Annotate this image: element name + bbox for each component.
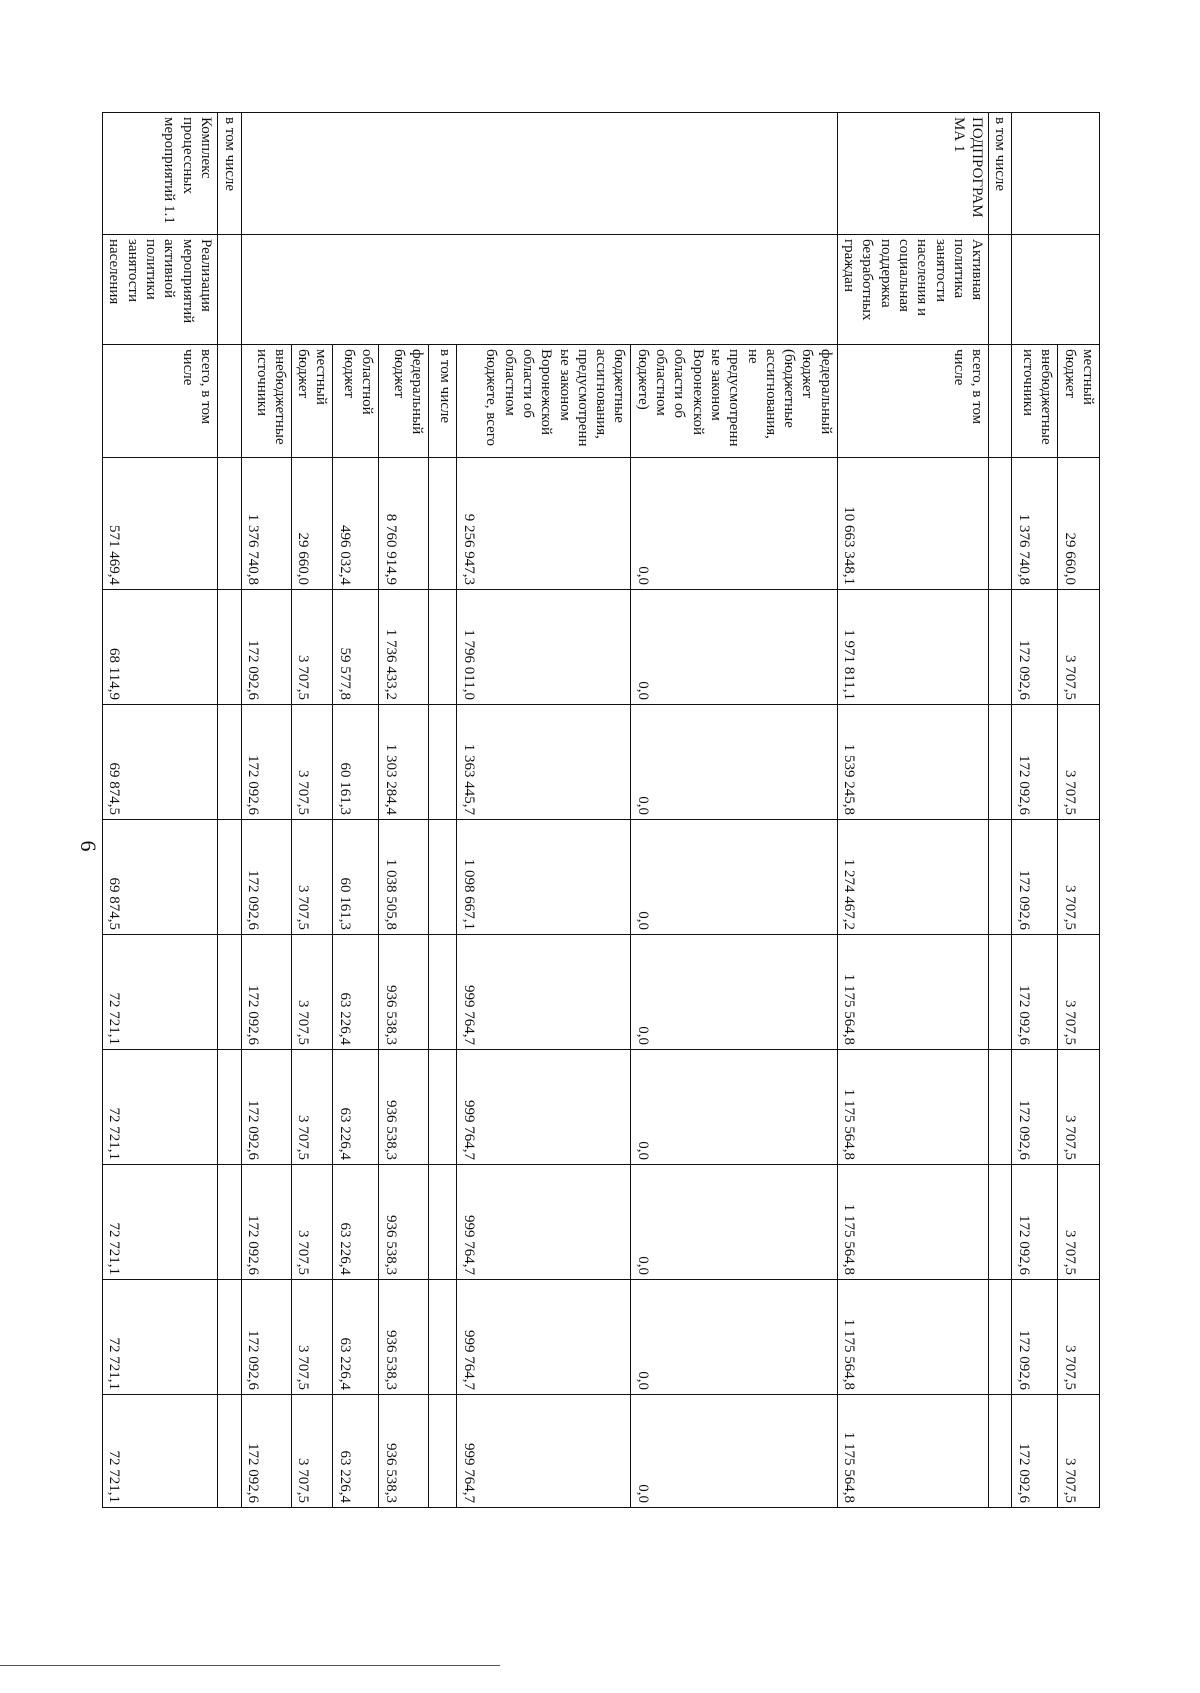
table-value-cell [429,1395,457,1508]
table-value-cell: 172 092,6 [241,1280,291,1395]
table-cell-c3: федеральный бюджет (бюджетные ассигнования, не предусмотренные законом Воронежской области об областном бюджете) [631,345,837,458]
table-value-cell: 1 274 467,2 [837,820,988,935]
table-value-cell: 172 092,6 [241,820,291,935]
table-value-cell: 63 226,4 [333,1165,379,1280]
table-cell-c3: всего, в том числе [837,345,988,458]
table-value-cell: 3 707,5 [1058,1050,1100,1165]
table-row [631,113,837,1508]
table-cell-c3: всего, в том числе [103,345,218,458]
table-value-cell: 172 092,6 [1012,935,1058,1050]
table-value-cell: 72 721,1 [103,935,218,1050]
table-cell-c1 [241,113,291,235]
table-row [429,113,457,1508]
table-value-cell: 1 175 564,8 [837,1395,988,1508]
table-cell-c2 [989,235,1012,345]
table-value-cell: 59 577,8 [333,590,379,705]
table-value-cell: 0,0 [631,458,837,590]
table-value-cell: 172 092,6 [1012,1165,1058,1280]
table-value-cell: 936 538,3 [379,1280,429,1395]
table-cell-c1 [379,113,429,235]
table-cell-c3: областной бюджет [333,345,379,458]
table-cell-c1: Комплекс процессных мероприятий 1.1 [103,113,218,235]
table-cell-c2 [1058,235,1100,345]
table-value-cell [217,1280,241,1395]
table-value-cell: 0,0 [631,1050,837,1165]
table-row [241,113,291,1508]
table-row [217,113,241,1508]
table-cell-c3 [217,345,241,458]
table-value-cell: 72 721,1 [103,1050,218,1165]
table-value-cell: 496 032,4 [333,458,379,590]
page-number: 6 [76,840,101,852]
table-value-cell [429,820,457,935]
table-value-cell: 571 469,4 [103,458,218,590]
table-value-cell: 1 376 740,8 [241,458,291,590]
table-value-cell [989,590,1012,705]
table-value-cell: 69 874,5 [103,705,218,820]
table-value-cell [989,1280,1012,1395]
table-cell-c2: Реализация мероприятий активной политики занятости населения [103,235,218,345]
table-cell-c2 [457,235,631,345]
table-cell-c1: в том числе [217,113,241,235]
table-value-cell [217,820,241,935]
table-value-cell: 0,0 [631,935,837,1050]
table-value-cell: 172 092,6 [1012,1050,1058,1165]
table-value-cell: 172 092,6 [1012,705,1058,820]
table-value-cell [989,935,1012,1050]
table-value-cell: 3 707,5 [291,1050,333,1165]
table-value-cell: 999 764,7 [457,1165,631,1280]
table-value-cell [989,820,1012,935]
table-value-cell: 1 376 740,8 [1012,458,1058,590]
table-value-cell: 1 175 564,8 [837,1165,988,1280]
table-value-cell: 0,0 [631,1280,837,1395]
table-value-cell: 60 161,3 [333,705,379,820]
table-value-cell: 9 256 947,3 [457,458,631,590]
table-value-cell: 69 874,5 [103,820,218,935]
table-cell-c2 [631,235,837,345]
table-value-cell: 3 707,5 [1058,1395,1100,1508]
table-value-cell: 10 663 348,1 [837,458,988,590]
table-cell-c2 [333,235,379,345]
table-value-cell: 3 707,5 [1058,935,1100,1050]
table-cell-c3: внебюджетные источники [1012,345,1058,458]
table-value-cell [217,1165,241,1280]
table-value-cell: 0,0 [631,705,837,820]
table-cell-c3: местный бюджет [1058,345,1100,458]
table-value-cell: 1 098 667,1 [457,820,631,935]
table-value-cell [989,1050,1012,1165]
table-value-cell: 3 707,5 [1058,820,1100,935]
table-cell-c1 [333,113,379,235]
table-value-cell: 3 707,5 [291,705,333,820]
table-value-cell: 3 707,5 [291,1395,333,1508]
rotated-page-content [106,112,1100,1507]
table-value-cell: 999 764,7 [457,1280,631,1395]
table-cell-c2: Активная политика занятости населения и социальная поддержка безработных граждан [837,235,988,345]
table-value-cell: 172 092,6 [241,935,291,1050]
table-value-cell: 1 038 505,8 [379,820,429,935]
table-value-cell: 936 538,3 [379,1395,429,1508]
table-value-cell: 0,0 [631,1165,837,1280]
table-cell-c1 [457,113,631,235]
table-row [1012,113,1058,1508]
table-value-cell: 172 092,6 [241,1395,291,1508]
table-value-cell: 72 721,1 [103,1395,218,1508]
table-row [291,113,333,1508]
table-value-cell [429,1165,457,1280]
table-value-cell: 1 736 433,2 [379,590,429,705]
table-cell-c2 [241,235,291,345]
table-value-cell: 936 538,3 [379,1165,429,1280]
table-value-cell: 1 796 011,0 [457,590,631,705]
table-value-cell [217,1050,241,1165]
table-value-cell: 63 226,4 [333,1050,379,1165]
table-value-cell: 60 161,3 [333,820,379,935]
table-value-cell [989,1395,1012,1508]
table-cell-c3: федеральный бюджет [379,345,429,458]
table-value-cell: 0,0 [631,820,837,935]
table-cell-c2 [291,235,333,345]
table-value-cell: 1 363 445,7 [457,705,631,820]
table-value-cell: 63 226,4 [333,935,379,1050]
table-cell-c1 [1012,113,1058,235]
table-row [1058,113,1100,1508]
table-value-cell: 999 764,7 [457,935,631,1050]
table-row [457,113,631,1508]
table-value-cell [989,1165,1012,1280]
table-value-cell: 1 303 284,4 [379,705,429,820]
table-value-cell: 1 971 811,1 [837,590,988,705]
table-value-cell: 0,0 [631,590,837,705]
table-cell-c2 [379,235,429,345]
table-value-cell: 72 721,1 [103,1280,218,1395]
table-value-cell [429,705,457,820]
table-value-cell: 3 707,5 [291,820,333,935]
table-value-cell: 172 092,6 [241,1165,291,1280]
table-value-cell: 999 764,7 [457,1395,631,1508]
table-value-cell: 3 707,5 [291,590,333,705]
table-cell-c3: в том числе [429,345,457,458]
table-cell-c3: местный бюджет [291,345,333,458]
table-row [333,113,379,1508]
table-cell-c1 [1058,113,1100,235]
table-cell-c1: ПОДПРОГРАММА 1 [837,113,988,235]
table-value-cell: 29 660,0 [291,458,333,590]
table-value-cell: 3 707,5 [1058,705,1100,820]
table-value-cell: 1 539 245,8 [837,705,988,820]
table-value-cell [217,705,241,820]
table-cell-c3: внебюджетные источники [241,345,291,458]
table-cell-c2 [429,235,457,345]
table-value-cell: 8 760 914,9 [379,458,429,590]
table-value-cell [989,705,1012,820]
table-value-cell: 172 092,6 [1012,1280,1058,1395]
table-value-cell: 172 092,6 [241,705,291,820]
table-value-cell: 3 707,5 [291,1165,333,1280]
table-value-cell: 68 114,9 [103,590,218,705]
table-value-cell [217,935,241,1050]
table-value-cell: 999 764,7 [457,1050,631,1165]
table-row [989,113,1012,1508]
table-value-cell [217,1395,241,1508]
table-value-cell: 3 707,5 [1058,590,1100,705]
table-value-cell: 3 707,5 [1058,1165,1100,1280]
table-cell-c1 [291,113,333,235]
budget-table [102,112,1100,1508]
table-row [379,113,429,1508]
table-cell-c3: бюджетные ассигнования, предусмотренные законом Воронежской области об областном бюджете, всего [457,345,631,458]
table-cell-c1 [631,113,837,235]
table-value-cell [429,590,457,705]
table-cell-c2 [217,235,241,345]
table-value-cell: 3 707,5 [291,935,333,1050]
table-cell-c3 [989,345,1012,458]
table-value-cell: 172 092,6 [1012,820,1058,935]
table-value-cell: 72 721,1 [103,1165,218,1280]
table-value-cell [989,458,1012,590]
table-value-cell [429,458,457,590]
table-value-cell [429,1280,457,1395]
table-value-cell: 1 175 564,8 [837,1050,988,1165]
table-cell-c1: в том числе [989,113,1012,235]
table-value-cell: 936 538,3 [379,935,429,1050]
table-value-cell [429,1050,457,1165]
table-value-cell: 172 092,6 [1012,590,1058,705]
page-bottom-rule [0,1665,500,1666]
table-row [837,113,988,1508]
table-value-cell: 3 707,5 [1058,1280,1100,1395]
table-value-cell: 29 660,0 [1058,458,1100,590]
table-value-cell: 3 707,5 [291,1280,333,1395]
table-value-cell: 63 226,4 [333,1280,379,1395]
table-value-cell: 172 092,6 [241,590,291,705]
table-value-cell: 936 538,3 [379,1050,429,1165]
table-cell-c2 [1012,235,1058,345]
table-value-cell: 172 092,6 [1012,1395,1058,1508]
table-value-cell: 1 175 564,8 [837,1280,988,1395]
table-value-cell [217,590,241,705]
table-row [103,113,218,1508]
table-value-cell [429,935,457,1050]
table-value-cell: 0,0 [631,1395,837,1508]
table-value-cell: 63 226,4 [333,1395,379,1508]
table-value-cell: 1 175 564,8 [837,935,988,1050]
table-cell-c1 [429,113,457,235]
table-value-cell: 172 092,6 [241,1050,291,1165]
table-value-cell [217,458,241,590]
